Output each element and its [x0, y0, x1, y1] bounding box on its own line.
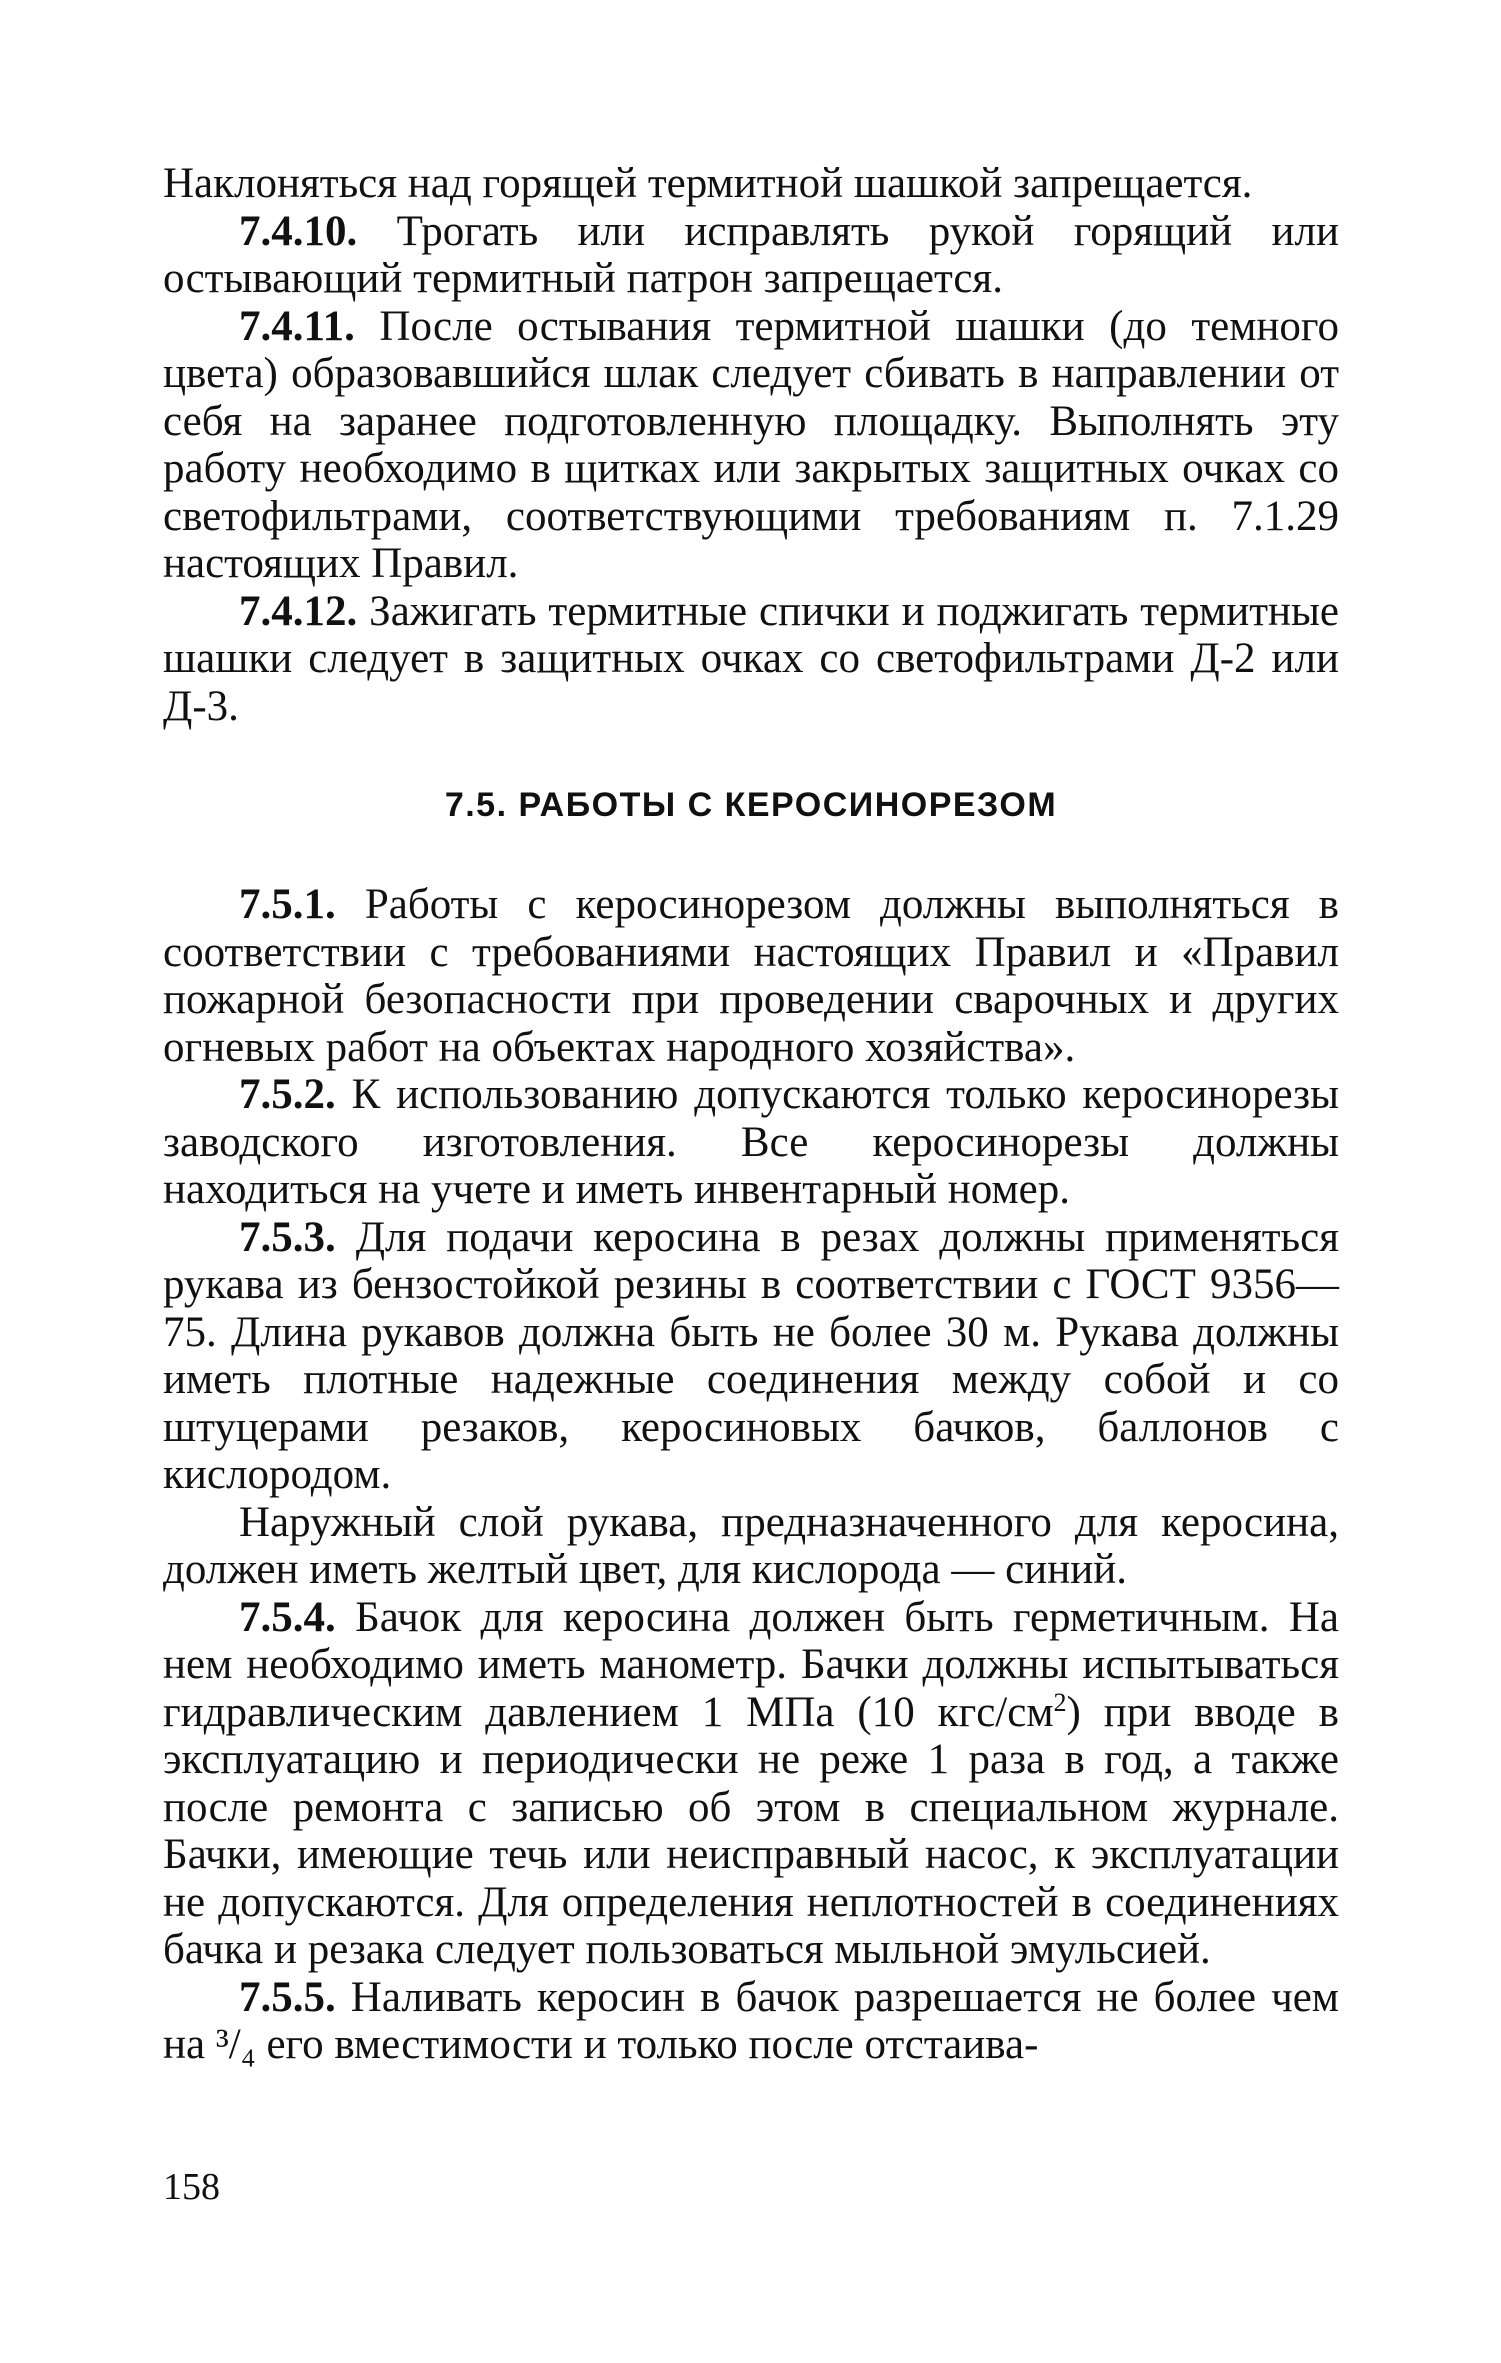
paragraph-7-4-11: [163, 303, 1339, 588]
paragraph-number: 7.5.5.: [239, 1973, 336, 2021]
paragraph-text-part-b: его вместимости и только после отстаива-: [255, 2021, 1039, 2068]
paragraph-text: Трогать или исправлять рукой горящий или остывающий термитный патрон запрещается.: [163, 207, 1339, 302]
paragraph-text: Зажигать термитные спички и поджигать термитные шашки следует в защитных очках со светофильтрами Д-2 или Д-3.: [163, 587, 1339, 730]
superscript: 2: [1053, 1687, 1067, 1717]
paragraph-7-5-2: [163, 1071, 1339, 1214]
section-title: 7.5. РАБОТЫ С КЕРОСИНОРЕЗОМ: [444, 786, 1058, 824]
paragraph-7-5-3-continued: [163, 1499, 1339, 1594]
paragraph-text: Наклоняться над горящей термитной шашкой запрещается.: [163, 160, 1253, 207]
paragraph-number: 7.4.10.: [239, 207, 358, 255]
paragraph-number: 7.5.1.: [239, 881, 336, 928]
paragraph-text: К использованию допускаются только керосинорезы заводского изготовления. Все керосинорезы должны находиться на учете и иметь инвентарный номер.: [163, 1071, 1339, 1213]
paragraph-text-part-a: Бачок для керосина должен быть герметичным. На нем необходимо иметь манометр. Бачки должны испытываться гидравлическим давлением 1 МПа (10 кгс/см: [163, 1593, 1339, 1736]
paragraph-7-5-5: [163, 1974, 1339, 2069]
paragraph-number: 7.5.4.: [239, 1593, 336, 1641]
page-number: 158: [163, 2166, 220, 2208]
paragraph-7-5-4: [163, 1594, 1339, 1974]
document-page: [163, 160, 1339, 2069]
fraction: ³/₄: [215, 2021, 256, 2068]
paragraph-number: 7.5.2.: [239, 1071, 336, 1118]
paragraph-number: 7.4.11.: [239, 302, 355, 350]
paragraph-number: 7.4.12.: [239, 587, 358, 635]
paragraph-7-4-9-continued: [163, 160, 1339, 208]
paragraph-text-part-a: Наливать керосин в бачок разрешается не более чем на: [163, 1973, 1339, 2068]
paragraph-7-5-1: [163, 881, 1339, 1071]
paragraph-number: 7.5.3.: [239, 1213, 336, 1261]
paragraph-text: После остывания термитной шашки (до темного цвета) образовавшийся шлак следует сбивать в направлении от себя на заранее подготовленную площадку. Выполнять эту работу необходимо в щитках или закрытых защитных очках со светофильтрами, соответствующими требованиям п. 7.1.29 настоящих Правил.: [163, 302, 1339, 587]
paragraph-text: Работы с керосинорезом должны выполняться в соответствии с требованиями настоящих Правил и «Правил пожарной безопасности при проведении сварочных и других огневых работ на объектах народного хозяйства».: [163, 881, 1339, 1071]
paragraph-7-5-3: [163, 1214, 1339, 1499]
paragraph-7-4-10: [163, 208, 1339, 303]
paragraph-7-4-12: [163, 588, 1339, 731]
paragraph-text-part-b: ) при вводе в эксплуатацию и периодически не реже 1 раза в год, а также после ремонта с записью об этом в специальном журнале. Бачки, имеющие течь или неисправный насос, к эксплуатации не допускаются. Для определения неплотностей в соединениях бачка и резака следует пользоваться мыльной эмульсией.: [163, 1688, 1339, 1973]
paragraph-text: Наружный слой рукава, предназначенного для керосина, должен иметь желтый цвет, для кислорода — синий.: [163, 1498, 1339, 1593]
paragraph-text: Для подачи керосина в резах должны применяться рукава из бензостойкой резины в соответствии с ГОСТ 9356—75. Длина рукавов должна быть не более 30 м. Рукава должны иметь плотные надежные соединения между собой и со штуцерами резаков, керосиновых бачков, баллонов с кислородом.: [163, 1213, 1339, 1498]
